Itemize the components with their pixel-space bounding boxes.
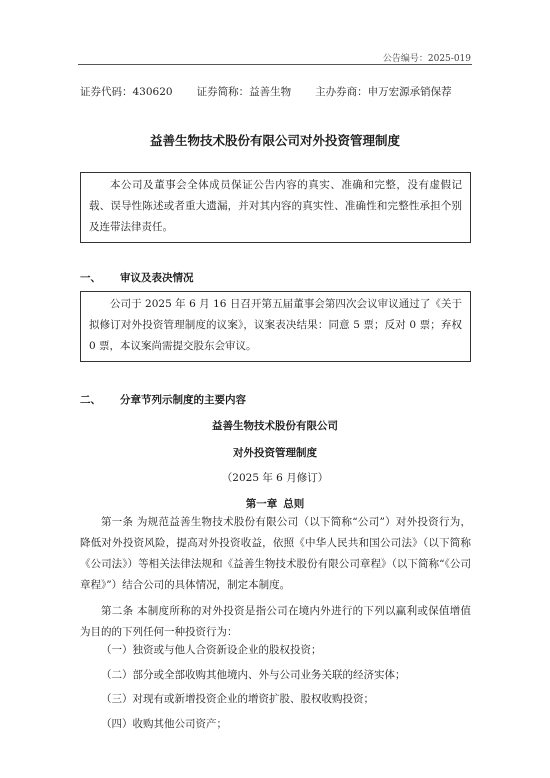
list-item: （三）对现有或新增投资企业的增资扩股、股权收购投资； [101, 693, 374, 705]
disclaimer-text: 本公司及董事会全体成员保证公告内容的真实、准确和完整，没有虚假记载、误导性陈述或者重大遗漏，并对其内容的真实性、准确性和完整性承担个别及连带法律责任。 [89, 179, 462, 233]
security-info-line [80, 84, 452, 99]
review-text: 公司于 2025 年 6 月 16 日召开第五届董事会第四次会议审议通过了《关于拟修订对外投资管理制度的议案》，议案表决结果：同意 5 票；反对 0 票；弃权 0 票，本议案尚需提交股东会审议。 [89, 298, 462, 352]
section-number: 二、 [80, 394, 101, 406]
rules-company-name: 益善生物技术股份有限公司 [212, 420, 338, 432]
section-title: 分章节列示制度的主要内容 [120, 394, 246, 406]
section-title: 审议及表决情况 [120, 272, 194, 284]
header-divider [78, 64, 472, 65]
document-title: 益善生物技术股份有限公司对外投资管理制度 [149, 133, 400, 148]
review-box [80, 291, 471, 362]
section-heading-review [80, 270, 194, 285]
rules-name: 对外投资管理制度 [233, 447, 317, 459]
list-item: （四）收购其他公司资产； [101, 718, 227, 730]
section-heading-content [80, 392, 246, 407]
list-item: （二）部分或全部收购其他境内、外与公司业务关联的经济实体； [101, 669, 406, 681]
article-2: 第二条 本制度所称的对外投资是指公司在境内外进行的下列以赢利或保值增值为目的的下列任何一种投资行为： [80, 605, 471, 638]
stock-code: 证券代码：430620 [80, 86, 173, 98]
chapter-number: 第一章 [245, 498, 278, 510]
chapter-heading [0, 496, 550, 511]
chapter-title: 总则 [283, 498, 305, 510]
rules-revision: （2025 年 6 月修订） [221, 472, 329, 484]
article-1: 第一条 为规范益善生物技术股份有限公司（以下简称“公司”）对外投资行为，降低对外投资风险，提高对外投资收益，依照《中华人民共和国公司法》（以下简称《公司法》）等相关法律法规和《益善生物技术股份有限公司章程》（以下简称“《公司章程》”）结合公司的具体情况，制定本制度。 [80, 516, 471, 591]
sponsor-broker: 主办券商：申万宏源承销保荐 [315, 86, 452, 98]
disclaimer-box [80, 172, 471, 243]
section-number: 一、 [80, 272, 101, 284]
list-item: （一）独资或与他人合资新设企业的股权投资； [101, 644, 322, 656]
notice-number: 公告编号：2025-019 [382, 54, 471, 64]
stock-name: 证券简称：益善生物 [196, 86, 292, 98]
